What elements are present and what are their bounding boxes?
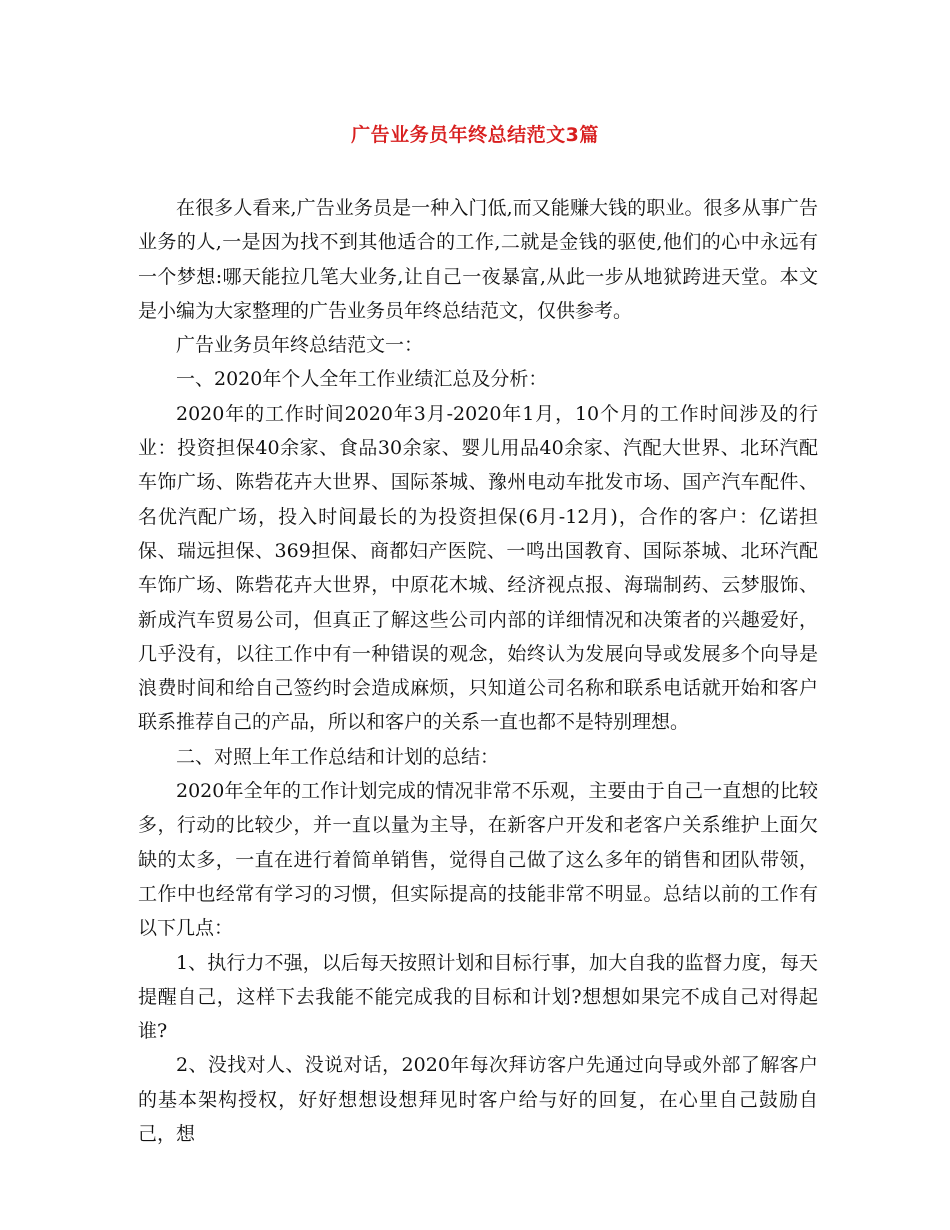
paragraph-work-summary: 2020年的工作时间2020年3月-2020年1月，10个月的工作时间涉及的行业：投资担保40余家、食品30余家、婴儿用品40余家、汽配大世界、北环汽配车饰广场、陈砦花卉大世界、国际茶城、豫州电动车批发市场、国产汽车配件、名优汽配广场，投入时间最长的为投资担保(6月-12月)，合作的客户：亿诺担保、瑞远担保、369担保、商都妇产医院、一鸣出国教育、国际茶城、北环汽配车饰广场、陈砦花卉大世界，中原花木城、经济视点报、海瑞制药、云梦服饰、新成汽车贸易公司，但真正了解这些公司内部的详细情况和决策者的兴趣爱好，几乎没有，以往工作中有一种错误的观念，始终认为发展向导或发展多个向导是浪费时间和给自己签约时会造成麻烦，只知道公司名称和联系电话就开始和客户联系推荐自己的产品，所以和客户的关系一直也都不是特别理想。: [138, 402, 818, 734]
paragraph-heading-1: 一、2020年个人全年工作业绩汇总及分析：: [176, 368, 548, 391]
document-title: 广告业务员年终总结范文3篇: [351, 124, 599, 146]
paragraph-intro: 在很多人看来,广告业务员是一种入门低,而又能赚大钱的职业。很多从事广告业务的人,一是因为找不到其他适合的工作,二就是金钱的驱使,他们的心中永远有一个梦想:哪天能拉几笔大业务,让自己一夜暴富,从此一步从地狱跨进天堂。本文是小编为大家整理的广告业务员年终总结范文，仅供参考。: [138, 197, 818, 322]
paragraph-point-1: 1、执行力不强，以后每天按照计划和目标行事，加大自我的监督力度，每天提醒自己，这样下去我能不能完成我的目标和计划?想想如果完不成自己对得起谁?: [138, 951, 818, 1043]
paragraph-heading-2: 二、对照上年工作总结和计划的总结：: [176, 745, 500, 768]
paragraph-point-2: 2、没找对人、没说对话，2020年每次拜访客户先通过向导或外部了解客户的基本架构授权，好好想想设想拜见时客户给与好的回复，在心里自己鼓励自己，想: [138, 1054, 818, 1146]
paragraph-section-heading: 广告业务员年终总结范文一：: [176, 334, 424, 357]
paragraph-plan-review: 2020年全年的工作计划完成的情况非常不乐观，主要由于自己一直想的比较多，行动的比较少，并一直以量为主导，在新客户开发和老客户关系维护上面欠缺的太多，一直在进行着简单销售，觉得自己做了这么多年的销售和团队带领，工作中也经常有学习的习惯，但实际提高的技能非常不明显。总结以前的工作有以下几点：: [138, 780, 818, 940]
document-body: [138, 191, 818, 1151]
